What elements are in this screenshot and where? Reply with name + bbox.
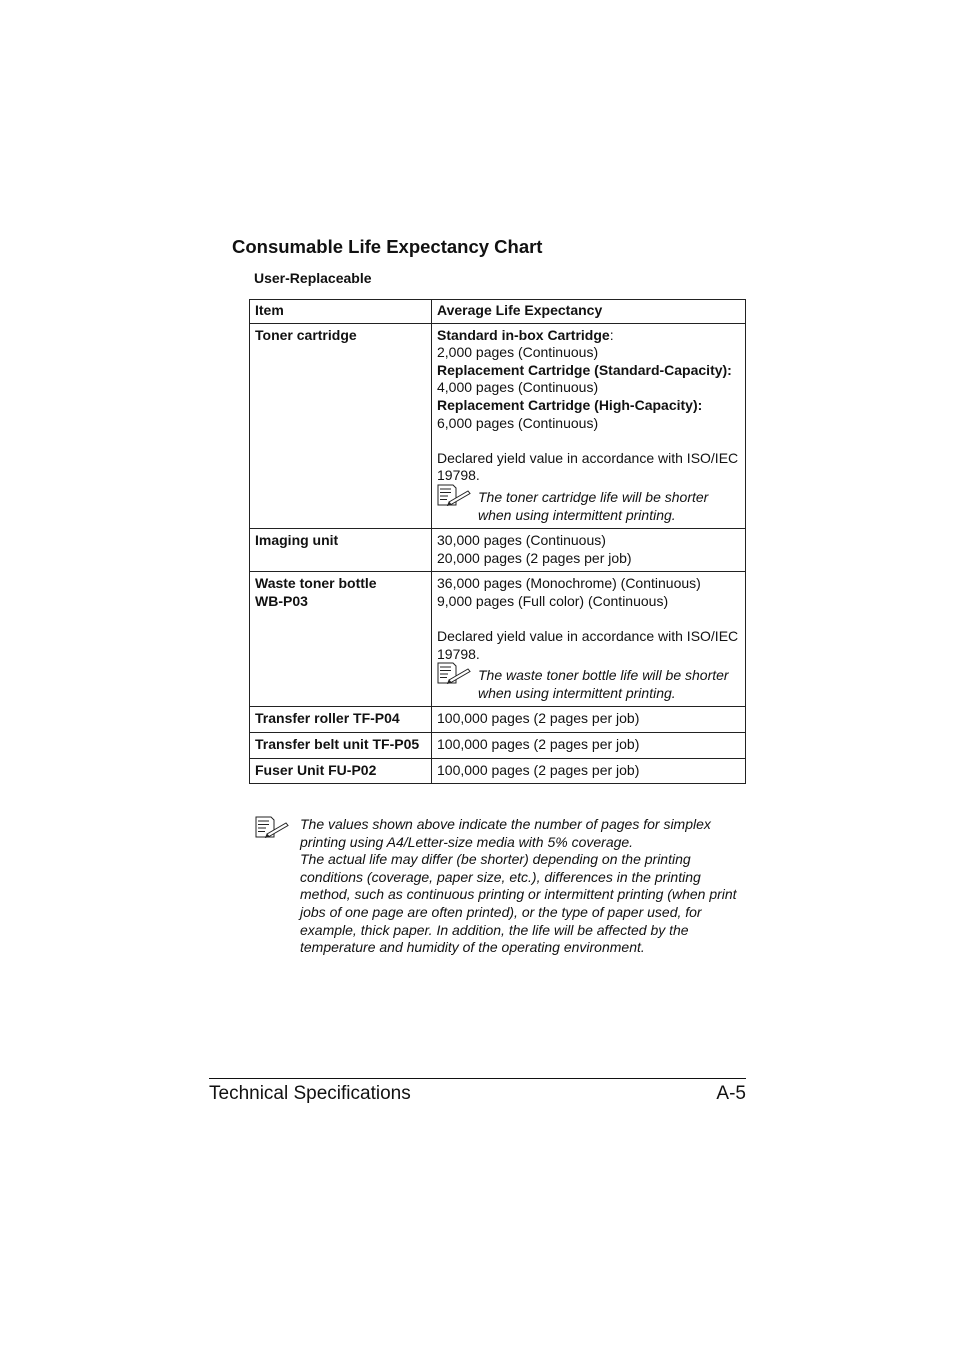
table-row — [250, 323, 746, 529]
toner-replacement-std-value: 4,000 pages (Continuous) — [437, 379, 599, 396]
table-row — [250, 707, 746, 733]
imaging-line1: 30,000 pages (Continuous) — [437, 532, 606, 549]
table-row — [250, 572, 746, 707]
row-item-imaging: Imaging unit — [250, 529, 432, 572]
table-row — [250, 758, 746, 784]
row-item-transfer-roller: Transfer roller TF-P04 — [250, 707, 432, 733]
waste-note-text: The waste toner bottle life will be shorter when using intermittent printing. — [478, 667, 729, 701]
footer-divider — [209, 1078, 746, 1079]
footer-section-name: Technical Specifications — [209, 1083, 411, 1104]
page-note — [255, 816, 747, 957]
toner-replacement-high-value: 6,000 pages (Continuous) — [437, 414, 599, 431]
row-value-transfer-belt: 100,000 pages (2 pages per job) — [432, 733, 746, 759]
toner-replacement-high-label: Replacement Cartridge (High-Capacity): — [437, 396, 703, 413]
note-pencil-icon — [255, 816, 289, 843]
row-value-transfer-roller: 100,000 pages (2 pages per job) — [432, 707, 746, 733]
row-value-imaging — [432, 529, 746, 572]
waste-declared-yield: Declared yield value in accordance with ISO/IEC 19798. — [437, 628, 739, 662]
toner-declared-yield: Declared yield value in accordance with ISO/IEC 19798. — [437, 449, 739, 484]
table-header-row — [250, 300, 746, 324]
waste-line1: 36,000 pages (Monochrome) (Continuous) — [437, 575, 701, 592]
footer-page-number: A-5 — [716, 1083, 746, 1104]
toner-replacement-std-label: Replacement Cartridge (Standard-Capacity): — [437, 361, 732, 378]
waste-note — [437, 667, 741, 702]
header-life-expectancy: Average Life Expectancy — [432, 300, 746, 324]
toner-standard-value: 2,000 pages (Continuous) — [437, 344, 599, 361]
row-item-transfer-belt: Transfer belt unit TF-P05 — [250, 733, 432, 759]
page-note-line1: The values shown above indicate the number of pages for simplex printing using A4/Letter-size media with 5% coverage. — [300, 816, 711, 850]
row-item-waste — [250, 572, 432, 707]
section-title: Consumable Life Expectancy Chart — [232, 236, 543, 257]
toner-note-text: The toner cartridge life will be shorter when using intermittent printing. — [478, 488, 709, 523]
table-row — [250, 733, 746, 759]
table-subtitle: User-Replaceable — [254, 270, 372, 286]
note-pencil-icon — [437, 484, 471, 511]
note-pencil-icon — [437, 662, 471, 689]
imaging-line2: 20,000 pages (2 pages per job) — [437, 549, 632, 566]
consumables-table — [249, 299, 746, 784]
row-item-toner: Toner cartridge — [250, 323, 432, 529]
toner-standard-label: Standard in-box Cartridge — [437, 326, 610, 343]
waste-line2: 9,000 pages (Full color) (Continuous) — [437, 592, 669, 609]
waste-item-line1: Waste toner bottle — [255, 575, 377, 592]
row-item-fuser: Fuser Unit FU-P02 — [250, 758, 432, 784]
header-item: Item — [250, 300, 432, 324]
waste-item-line2: WB-P03 — [255, 592, 308, 609]
row-value-fuser: 100,000 pages (2 pages per job) — [432, 758, 746, 784]
row-value-waste — [432, 572, 746, 707]
row-value-toner: Standard in-box Cartridge: 2,000 pages (Continuous) Replacement Cartridge (Standard-Capacity): 4,000 pages (Continuous) Replacement Cartridge (High-Capacity): 6,000 pages (Continuous) Declared yield value in accordance with ISO/IEC 19798. The toner cartridge life will be shorter when using intermittent printing. — [432, 323, 746, 529]
table-row — [250, 529, 746, 572]
page-note-line2: The actual life may differ (be shorter) depending on the printing conditions (coverage, paper size, etc.), differences in the printing method, such as continuous printing or intermittent printing (when print jobs of one page are often printed), or the type of paper used, for example, thick paper. In addition, the life will be affected by the temperature and humidity of the operating environment. — [300, 851, 737, 956]
toner-note — [437, 489, 741, 524]
